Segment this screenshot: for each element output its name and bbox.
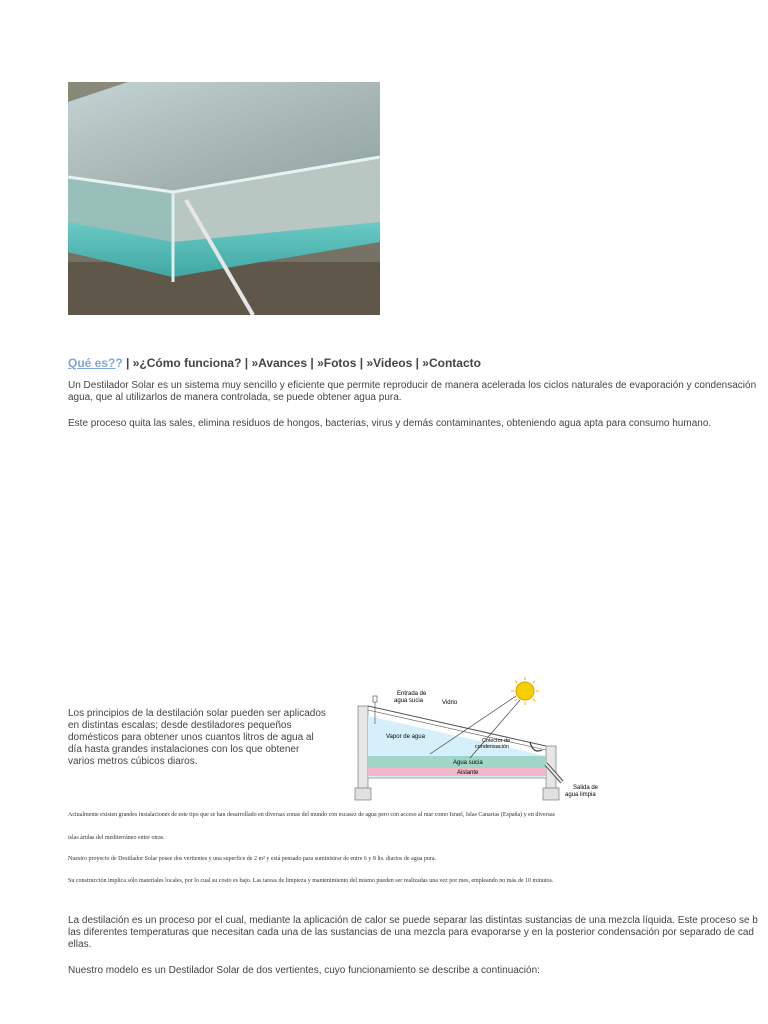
nav-question-mark: ? xyxy=(115,356,123,370)
site-nav xyxy=(68,356,481,370)
solar-still-diagram xyxy=(350,676,610,802)
destilacion-paragraph xyxy=(68,915,768,951)
label-colector: Colector de xyxy=(482,738,511,744)
small-text-1: Actualmente existen grandes instalaciones de este tipo que se han desarrollado en diversas zonas del mundo con escasez de agua pero con acceso al mar como Israel, Islas Canarias (España) y en diversas xyxy=(68,812,555,818)
label-agua-sucia: Agua sucia xyxy=(453,760,483,766)
small-text-3: Nuestro proyecto de Destilador Solar posee dos vertientes y una superfice de 2 m² y está pensado para suministrar de entre 6 y 8 lts. diarios de agua pura. xyxy=(68,856,437,862)
intro-paragraph xyxy=(68,380,768,404)
intro-paragraph-2: Este proceso quita las sales, elimina residuos de hongos, bacterias, virus y demás contaminantes, obteniendo agua apta para consumo humano. xyxy=(68,418,712,429)
principles-text: Los principios de la destilación solar pueden ser aplicados en distintas escalas; desde destiladores pequeños domésticos para obtener unos cuantos litros de agua al día hasta grandes instalaciones con los que obtener varios metros cúbicos diaros. xyxy=(68,708,326,767)
destilacion-line-1: La destilación es un proceso por el cual, mediante la aplicación de calor se puede separar las distintas sustancias de una mezcla líquida. Este proceso se b xyxy=(68,915,758,926)
nav-separator: | xyxy=(356,356,367,370)
intro-line-2: agua, que al utilizarlos de manera controlada, se puede obtener agua pura. xyxy=(68,392,402,403)
nav-separator: | xyxy=(122,356,133,370)
label-entrada: Entrada de xyxy=(397,691,427,697)
nav-link-fotos[interactable]: »Fotos xyxy=(317,356,357,370)
destilacion-line-3: ellas. xyxy=(68,939,92,950)
label-salida-2: agua limpia xyxy=(565,792,596,798)
nav-link-como-funciona[interactable]: »¿Cómo funciona? xyxy=(132,356,242,370)
small-text-4: Su construcción implica sólo materiales locales, por lo cual su costo es bajo. Las tareas de limpieza y mantenimiento del mismo pueden ser realizadas una vez por mes, empleando no más de 10 minutos. xyxy=(68,878,554,884)
label-entrada-2: agua sucia xyxy=(394,698,424,704)
small-text-2: islas áridas del mediterráneo entre otras. xyxy=(68,835,165,841)
label-colector-2: condensación xyxy=(475,744,509,750)
nav-link-que-es[interactable]: Qué es? xyxy=(68,356,116,370)
destilacion-line-2: las diferentes temperaturas que necesitan cada una de las sustancias de una mezcla para evaporarse y en la posterior condensación por separado de cad xyxy=(68,927,754,938)
intro-line-1: Un Destilador Solar es un sistema muy sencillo y eficiente que permite reproducir de manera acelerada los ciclos naturales de evaporación y condensación xyxy=(68,380,757,391)
label-aislante: Aislante xyxy=(457,770,479,776)
nav-link-contacto[interactable]: »Contacto xyxy=(422,356,481,370)
nav-separator: | xyxy=(241,356,252,370)
modelo-paragraph: Nuestro modelo es un Destilador Solar de dos vertientes, cuyo funcionamiento se describe a continuación: xyxy=(68,965,540,976)
distiller-photo xyxy=(68,82,380,315)
nav-separator: | xyxy=(307,356,318,370)
label-vidrio: Vidrio xyxy=(442,700,458,706)
nav-link-videos[interactable]: »Videos xyxy=(366,356,413,370)
nav-separator: | xyxy=(412,356,423,370)
label-vapor: Vapor de agua xyxy=(386,734,425,740)
label-salida: Salida de xyxy=(573,785,599,791)
nav-link-avances[interactable]: »Avances xyxy=(251,356,308,370)
